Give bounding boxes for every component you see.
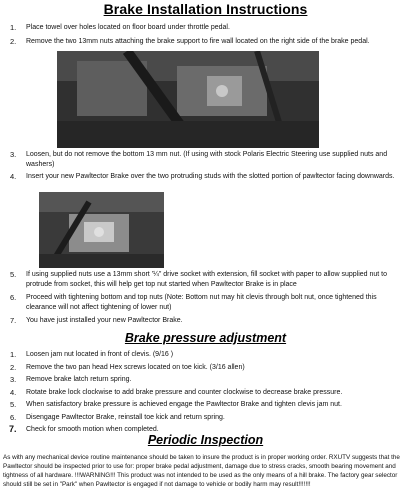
list-item xyxy=(0,375,405,385)
step-number: 6. xyxy=(10,293,17,302)
step-text: If using supplied nuts use a 13mm short '¼" drive socket with extension, fill socket with paper to allow supplied nut to protrude from socket, this will help get top nut started when Pawltector Brake is in place xyxy=(26,271,388,288)
inspection-paragraph: As with any mechanical device routine maintenance should be taken to insure the product is in proper working order. RXUTV suggests that the Pawltector should be inspected prior to use for: proper brake pedal adjustment, damage due to stress cracks, smooth bearing movement and tightness of all hardware. !!!WARNING!!! This product was not intended to be used as the only means of a hill brake. The factory gear selector should still be set in "Park" when Pawltector is engaged if not damage to vehicle or bodily harm may result!!!!!!! xyxy=(3,454,400,488)
step-number: 4. xyxy=(10,172,17,181)
step-number: 2. xyxy=(10,362,17,372)
list-item xyxy=(0,172,405,182)
step-number: 1. xyxy=(10,23,17,32)
step-number: 6. xyxy=(10,412,17,422)
step-text: When satisfactory brake pressure is achieved engage the Pawltector Brake and tighten clevis jam nut. xyxy=(26,401,342,408)
periodic-inspection-heading: Periodic Inspection xyxy=(147,433,264,447)
list-item xyxy=(0,350,405,360)
pawltector-installed-photo xyxy=(39,192,164,268)
step-text: Loosen, but do not remove the bottom 13 mm nut. (If using with stock Polaris Electric Steering use supplied nuts and washers) xyxy=(26,151,388,168)
install-steps-list-c xyxy=(0,270,405,326)
install-steps-list-b xyxy=(0,150,405,182)
list-item xyxy=(0,150,405,169)
step-number: 3. xyxy=(10,375,17,384)
step-number: 5. xyxy=(10,270,17,279)
list-item xyxy=(0,316,405,326)
step-text: Loosen jam nut located in front of clevis. (9/16 ) xyxy=(26,351,174,358)
step-number: 3. xyxy=(10,150,17,159)
step-number: 5. xyxy=(10,400,17,409)
step-text: Place towel over holes located on floor board under throttle pedal. xyxy=(26,24,230,31)
step-text: Check for smooth motion when completed. xyxy=(26,426,159,433)
step-number: 7. xyxy=(9,424,17,434)
step-text: Remove brake latch return spring. xyxy=(26,376,132,383)
step-number: 2. xyxy=(10,36,17,46)
step-text: Remove the two 13mm nuts attaching the brake support to fire wall located on the right side of the brake pedal. xyxy=(26,37,370,45)
list-item xyxy=(0,37,405,47)
list-item xyxy=(0,363,405,373)
pressure-adjustment-heading: Brake pressure adjustment xyxy=(124,331,287,345)
step-text: Insert your new Pawltector Brake over the two protruding studs with the slotted portion of pawltector facing downwards. xyxy=(26,173,395,180)
brake-support-photo xyxy=(57,51,319,148)
step-number: 4. xyxy=(10,387,17,397)
step-number: 7. xyxy=(10,316,17,325)
step-number: 1. xyxy=(10,350,17,359)
list-item xyxy=(0,270,405,289)
list-item xyxy=(0,293,405,312)
step-text: Remove the two pan head Hex screws located on toe kick. (3/16 allen) xyxy=(26,363,245,371)
install-steps-list-a xyxy=(0,23,405,46)
list-item xyxy=(0,413,405,423)
list-item xyxy=(0,388,405,398)
pressure-steps-list xyxy=(0,350,405,435)
step-text: You have just installed your new Pawltector Brake. xyxy=(26,317,183,324)
step-text: Rotate brake lock clockwise to add brake pressure and counter clockwise to decrease brake pressure. xyxy=(26,388,343,396)
list-item xyxy=(0,23,405,33)
step-text: Disengage Pawltector Brake, reinstall toe kick and return spring. xyxy=(26,413,225,421)
list-item xyxy=(0,400,405,410)
step-text: Proceed with tightening bottom and top nuts (Note: Bottom nut may hit clevis through bolt nut, once tightened this clearance will not affect tightening of lower nut) xyxy=(26,294,377,311)
page-title: Brake Installation Instructions xyxy=(103,1,308,17)
